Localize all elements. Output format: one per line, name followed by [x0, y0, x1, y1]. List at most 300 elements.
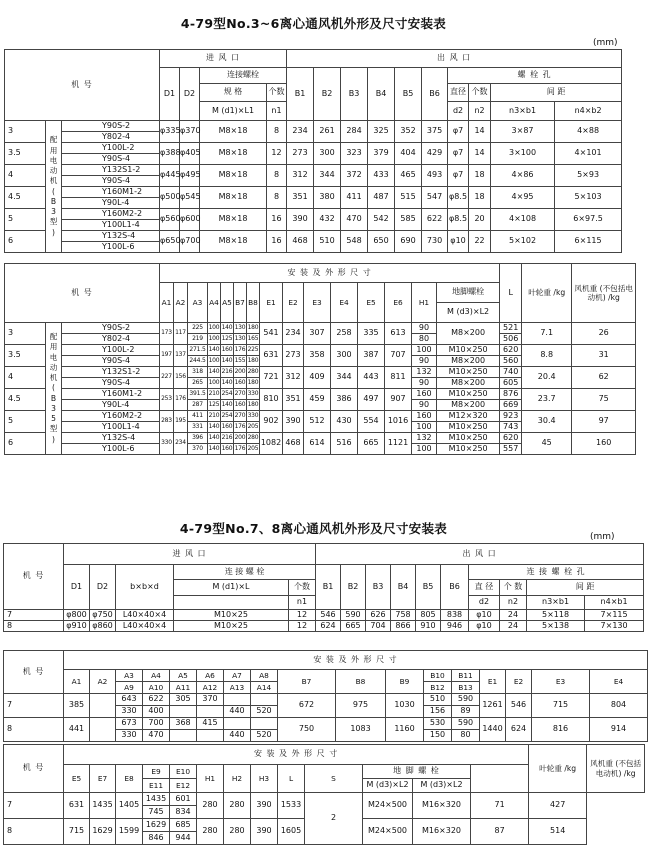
motor-model: Y100L-6 — [62, 444, 160, 455]
b5-value: 690 — [395, 231, 422, 253]
a1-header: A1 — [160, 283, 174, 323]
n1-value: 8 — [267, 187, 287, 209]
fan-number: 7 — [4, 694, 64, 718]
motor-model: Y90S-4 — [62, 356, 160, 367]
fan-weight-value: 26 — [572, 323, 636, 345]
fan-number: 8 — [4, 819, 64, 845]
count2-header: 个数 — [469, 84, 491, 102]
a3-value: 331 — [188, 422, 208, 433]
e1-value: 902 — [260, 411, 283, 433]
stacked-value: 配 — [49, 135, 58, 145]
a2-value: 117 — [174, 323, 188, 345]
d2-hole-value: φ7 — [448, 143, 469, 165]
stacked-value: ( — [52, 186, 55, 196]
a1-value: 330 — [160, 433, 174, 455]
b8-value: 975 — [336, 694, 386, 718]
d1-value: φ800 — [64, 610, 90, 621]
e3-value: 358 — [304, 345, 331, 367]
a2-value: 137 — [174, 345, 188, 367]
d2-small-header: d2 — [448, 102, 469, 121]
a2-value — [90, 718, 116, 742]
fan-weight-value: 31 — [572, 345, 636, 367]
b5-value: 585 — [395, 209, 422, 231]
e3-header: E3 — [304, 283, 331, 323]
motor-model: Y90L-4 — [62, 198, 160, 209]
b1-value: 351 — [287, 187, 314, 209]
fan-number: 4.5 — [5, 389, 46, 411]
d2-header: D2 — [180, 68, 200, 121]
n1-value: 16 — [267, 209, 287, 231]
t2-install-header: 安 装 及 外 形 尺 寸 — [64, 651, 648, 670]
stacked-value: ) — [52, 434, 55, 444]
t2-d2-small-header: d2 — [469, 596, 500, 610]
a-upper-value: 415 — [197, 718, 224, 730]
a3-value: 287 — [188, 400, 208, 411]
anchor-bolt-header: 地脚螺栓 — [437, 283, 500, 303]
n4b2-value: 6×115 — [555, 231, 622, 253]
a-lower-value: 330 — [116, 730, 143, 742]
table2-title: 4-79型No.7、8离心通风机外形及尺寸安装表 — [179, 521, 448, 536]
fan-number: 5 — [5, 209, 46, 231]
a4-value: 100 — [208, 323, 221, 334]
fan-number: 4 — [5, 165, 46, 187]
e1-value: 810 — [260, 389, 283, 411]
e8-value: 1599 — [116, 819, 143, 845]
table-row — [5, 231, 622, 242]
t2-e7-header: E7 — [90, 765, 116, 793]
fan-weight-value: 427 — [529, 793, 587, 819]
n4b1-value: 7×115 — [585, 610, 644, 621]
n4b2-value: 5×103 — [555, 187, 622, 209]
t2-a9-header: A9 — [116, 682, 143, 694]
b8-value: 280 — [247, 433, 260, 444]
a2-value — [90, 694, 116, 718]
d2-hole-value: φ10 — [448, 231, 469, 253]
fan-number: 7 — [4, 793, 64, 819]
l-value: 506 — [500, 334, 522, 345]
d2-hole-value: φ8.5 — [448, 187, 469, 209]
e6-value: 1016 — [385, 411, 412, 433]
b3-value: 626 — [366, 610, 391, 621]
fan-number: 3 — [5, 323, 46, 345]
impeller-weight-value: 87 — [471, 819, 529, 845]
b3-value: 470 — [341, 209, 368, 231]
stacked-value: 电 — [49, 352, 58, 362]
t2-h3-header: H3 — [251, 765, 278, 793]
t2-anchor-formula-1: M (d3)×L2 — [363, 779, 413, 793]
a3-value: 219 — [188, 334, 208, 345]
a2-value: 156 — [174, 367, 188, 389]
h1-value: 280 — [197, 793, 224, 819]
a-upper-value: 368 — [170, 718, 197, 730]
n3b1-value: 3×87 — [491, 121, 555, 143]
b8-value: 280 — [247, 367, 260, 378]
b5-value: 404 — [395, 143, 422, 165]
count-header: 个数 — [267, 84, 287, 102]
anchor-bolt-value: M10×250 — [437, 345, 500, 356]
h1-header: H1 — [412, 283, 437, 323]
e2-header: E2 — [283, 283, 304, 323]
e4-value: 344 — [331, 367, 358, 389]
t2-a12-header: A12 — [197, 682, 224, 694]
table-row — [5, 433, 636, 444]
a-upper-value: 305 — [170, 694, 197, 706]
b9-value: 1030 — [386, 694, 424, 718]
b2-value: 590 — [341, 610, 366, 621]
b7-value: 176 — [234, 345, 247, 356]
e1-value: 1440 — [480, 718, 506, 742]
b2-value: 432 — [314, 209, 341, 231]
jihao-header: 机 号 — [5, 50, 160, 121]
a-upper-value: 700 — [143, 718, 170, 730]
a5-header: A5 — [221, 283, 234, 323]
b7-value: 160 — [234, 400, 247, 411]
b2-value: 665 — [341, 621, 366, 632]
d2-hole-value: φ7 — [448, 121, 469, 143]
a1-value: 173 — [160, 323, 174, 345]
stacked-value: 机 — [49, 373, 58, 383]
t2-a11-header: A11 — [170, 682, 197, 694]
anchor-bolt-value: M10×250 — [437, 444, 500, 455]
b8-value: 1083 — [336, 718, 386, 742]
t2-e4-header: E4 — [590, 670, 648, 694]
table-row — [5, 411, 636, 422]
t2-e11-header: E11 — [143, 779, 170, 793]
motor-model: Y802-4 — [62, 334, 160, 345]
a4-value: 210 — [208, 389, 221, 400]
b1-value: 273 — [287, 143, 314, 165]
a1-value: 385 — [64, 694, 90, 718]
n2-value: 18 — [469, 165, 491, 187]
motor-model: Y132S1-2 — [62, 165, 160, 176]
outlet-header: 出 风 口 — [287, 50, 622, 68]
l-value: 923 — [500, 411, 522, 422]
l-value: 620 — [500, 345, 522, 356]
e4-value: 914 — [590, 718, 648, 742]
table-row — [4, 610, 644, 621]
stacked-value: 配 — [49, 332, 58, 342]
t2-a8-header: A8 — [251, 670, 278, 682]
t2-e9-header: E9 — [143, 765, 170, 779]
t2-h2-header: H2 — [224, 765, 251, 793]
b8-value: 330 — [247, 411, 260, 422]
b7-value: 155 — [234, 356, 247, 367]
e4-value: 516 — [331, 433, 358, 455]
n4b2-header: n4×b2 — [555, 102, 622, 121]
t2-b13-header: B13 — [452, 682, 480, 694]
bolt-hole-header: 螺 栓 孔 — [448, 68, 622, 84]
table2-unit: (mm) — [590, 532, 615, 542]
table-row — [4, 718, 648, 730]
e5-value: 554 — [358, 411, 385, 433]
h1-value: 80 — [412, 334, 437, 345]
b13-value: 89 — [452, 706, 480, 718]
b7-value: 160 — [234, 378, 247, 389]
t2-a5-header: A5 — [170, 670, 197, 682]
n1-header: n1 — [267, 102, 287, 121]
motor-model: Y100L-2 — [62, 143, 160, 154]
t2-b11-header: B11 — [452, 670, 480, 682]
stacked-value: ) — [52, 227, 55, 237]
a4-value: 140 — [208, 345, 221, 356]
b6-value: 730 — [422, 231, 448, 253]
t2-bolt-hole-header: 连 接 螺 栓 孔 — [469, 565, 644, 580]
motor-model: Y90L-4 — [62, 400, 160, 411]
l-value: 743 — [500, 422, 522, 433]
table-row — [5, 323, 636, 334]
n4b1-value: 7×130 — [585, 621, 644, 632]
e9-value: 1435 — [143, 793, 170, 806]
a4-value: 210 — [208, 411, 221, 422]
stacked-value: 电 — [49, 155, 58, 165]
b1-value: 234 — [287, 121, 314, 143]
a4-header: A4 — [208, 283, 221, 323]
motor-model: Y132S-4 — [62, 433, 160, 444]
table-row — [4, 621, 644, 632]
b6-value: 838 — [441, 610, 469, 621]
t2-install-header-2: 安 装 及 外 形 尺 寸 — [64, 745, 529, 765]
b6-value: 375 — [422, 121, 448, 143]
b4-value: 325 — [368, 121, 395, 143]
t2-anchor-bolt-header: 地 脚 螺 栓 — [363, 765, 471, 779]
motor-model: Y802-4 — [62, 132, 160, 143]
b4-value: 487 — [368, 187, 395, 209]
spec-value: M8×18 — [200, 165, 267, 187]
e5-value: 387 — [358, 345, 385, 367]
e2-value: 351 — [283, 389, 304, 411]
a-lower-value — [197, 730, 224, 742]
a3-value: 225 — [188, 323, 208, 334]
motor-model: Y90S-4 — [62, 176, 160, 187]
d2-value: φ750 — [90, 610, 116, 621]
t2-n4b1-header: n4×b1 — [585, 596, 644, 610]
b7-value: 750 — [278, 718, 336, 742]
a5-value: 140 — [221, 323, 234, 334]
stacked-value: 动 — [49, 166, 58, 175]
fan-number: 6 — [5, 231, 46, 253]
e8-value: 1405 — [116, 793, 143, 819]
b2-value: 380 — [314, 187, 341, 209]
table1-installation — [4, 263, 636, 455]
a1-value: 197 — [160, 345, 174, 367]
b6-value: 622 — [422, 209, 448, 231]
anchor-bolt-value: M8×200 — [437, 323, 500, 345]
e2-value: 273 — [283, 345, 304, 367]
b2-header: B2 — [314, 68, 341, 121]
d1-value: φ445 — [160, 165, 180, 187]
h1-value: 90 — [412, 378, 437, 389]
t2-bolt-header: 连 接 螺 栓 — [174, 565, 316, 580]
motor-label — [46, 323, 62, 455]
t2-e8-header: E8 — [116, 765, 143, 793]
b8-value: 225 — [247, 345, 260, 356]
t2-inlet-header: 进 风 口 — [64, 544, 316, 565]
b7-value: 672 — [278, 694, 336, 718]
d1-value: φ560 — [160, 209, 180, 231]
d2-hole-value: φ8.5 — [448, 209, 469, 231]
b8-value: 205 — [247, 444, 260, 455]
a3-value: 411 — [188, 411, 208, 422]
t2-b9-header: B9 — [386, 670, 424, 694]
n3b1-value: 3×100 — [491, 143, 555, 165]
n1-value: 12 — [289, 610, 316, 621]
d2-hole-value: φ10 — [469, 610, 500, 621]
e11-value: 846 — [143, 832, 170, 845]
t2-a1-header: A1 — [64, 670, 90, 694]
stacked-value: 3 — [51, 207, 56, 216]
a1-value: 283 — [160, 411, 174, 433]
t2-impeller-weight-header: 叶轮重 /kg — [529, 745, 587, 793]
table-row — [5, 345, 636, 356]
a2-value: 234 — [174, 433, 188, 455]
stacked-value: 型 — [49, 217, 58, 227]
b3-value: 323 — [341, 143, 368, 165]
t2-a4-header: A4 — [143, 670, 170, 682]
e5-value: 665 — [358, 433, 385, 455]
diameter-header: 直径 — [448, 84, 469, 102]
d2-hole-value: φ7 — [448, 165, 469, 187]
t2-e5-header: E5 — [64, 765, 90, 793]
b7-value: 270 — [234, 389, 247, 400]
d2-value: φ600 — [180, 209, 200, 231]
n2-value: 14 — [469, 143, 491, 165]
stacked-value: 动 — [49, 362, 58, 372]
b8-value: 180 — [247, 400, 260, 411]
e5-header: E5 — [358, 283, 385, 323]
b4-value: 433 — [368, 165, 395, 187]
b7-value: 176 — [234, 422, 247, 433]
b8-value: 330 — [247, 389, 260, 400]
anchor-bolt-value: M8×200 — [437, 356, 500, 367]
stacked-value: 用 — [49, 342, 58, 352]
fan-number: 8 — [4, 621, 64, 632]
a4-value: 140 — [208, 444, 221, 455]
t2-jihao-header: 机 号 — [4, 544, 64, 610]
e3-value: 816 — [532, 718, 590, 742]
e3-value: 307 — [304, 323, 331, 345]
t2-outlet-header: 出 风 口 — [316, 544, 644, 565]
b3-header: B3 — [341, 68, 368, 121]
stacked-value: 用 — [49, 145, 58, 155]
a3-header: A3 — [188, 283, 208, 323]
t2-b3-header: B3 — [366, 565, 391, 610]
spacing-header: 间 距 — [491, 84, 622, 102]
t2-a7-header: A7 — [224, 670, 251, 682]
e10-value: 685 — [170, 819, 197, 832]
a5-value: 140 — [221, 378, 234, 389]
h2-value: 280 — [224, 793, 251, 819]
stacked-value: ( — [52, 383, 55, 393]
motor-model: Y160M2-2 — [62, 411, 160, 422]
table1-unit: (mm) — [593, 38, 618, 48]
e6-value: 707 — [385, 345, 412, 367]
spec-value: M10×25 — [174, 621, 289, 632]
a-lower-value: 520 — [251, 706, 278, 718]
anchor-bolt-value-1: M24×500 — [363, 819, 413, 845]
table-row — [5, 121, 622, 132]
e7-value: 1629 — [90, 819, 116, 845]
a-lower-value: 440 — [224, 706, 251, 718]
t2-n2-header: n2 — [500, 596, 527, 610]
a5-value: 140 — [221, 356, 234, 367]
b8-value: 180 — [247, 378, 260, 389]
t2-d2-header: D2 — [90, 565, 116, 610]
n3b1-value: 5×102 — [491, 231, 555, 253]
b2-value: 510 — [314, 231, 341, 253]
e5-value: 335 — [358, 323, 385, 345]
t2-e1-header: E1 — [480, 670, 506, 694]
l-value: 605 — [500, 378, 522, 389]
b12-value: 150 — [424, 730, 452, 742]
t2-e12-header: E12 — [170, 779, 197, 793]
e1-header: E1 — [260, 283, 283, 323]
t2-diameter-header: 直 径 — [469, 580, 500, 596]
impeller-weight-value: 7.1 — [522, 323, 572, 345]
t2-a14-header: A14 — [251, 682, 278, 694]
e4-value: 386 — [331, 389, 358, 411]
b1-value: 312 — [287, 165, 314, 187]
table-row — [4, 694, 648, 706]
anchor-bolt-value-2: M16×320 — [413, 819, 471, 845]
table-row — [5, 187, 622, 198]
t2-spec-formula: M (d1)×L — [174, 580, 289, 596]
h1-value: 100 — [412, 345, 437, 356]
t2-bbd-header: b×b×d — [116, 565, 174, 610]
e2-value: 624 — [506, 718, 532, 742]
motor-label — [46, 121, 62, 253]
b7-value: 200 — [234, 367, 247, 378]
t2-blank-cell — [174, 596, 289, 610]
b5-value: 805 — [416, 610, 441, 621]
e1-value: 1082 — [260, 433, 283, 455]
a4-value: 140 — [208, 433, 221, 444]
a5-value: 216 — [221, 367, 234, 378]
n4b2-value: 6×97.5 — [555, 209, 622, 231]
a2-value: 176 — [174, 389, 188, 411]
b2-value: 300 — [314, 143, 341, 165]
a4-value: 140 — [208, 422, 221, 433]
t2-jihao-header-3: 机 号 — [4, 745, 64, 793]
a-upper-value — [224, 718, 251, 730]
n1-value: 12 — [267, 143, 287, 165]
e12-value: 834 — [170, 806, 197, 819]
spec-value: M8×18 — [200, 121, 267, 143]
a5-value: 160 — [221, 345, 234, 356]
b4-header: B4 — [368, 68, 395, 121]
motor-model: Y132S1-2 — [62, 367, 160, 378]
fan-weight-value: 62 — [572, 367, 636, 389]
l-value: 557 — [500, 444, 522, 455]
inlet-header: 进 风 口 — [160, 50, 287, 68]
e3-value: 459 — [304, 389, 331, 411]
e2-value: 390 — [283, 411, 304, 433]
h1-value: 90 — [412, 400, 437, 411]
b3-value: 372 — [341, 165, 368, 187]
s-value: 2 — [305, 793, 363, 845]
d1-value: φ910 — [64, 621, 90, 632]
e1-value: 1261 — [480, 694, 506, 718]
t2-s-header: S — [305, 765, 363, 793]
h1-value: 100 — [412, 444, 437, 455]
stacked-value: B — [50, 196, 57, 206]
n3b1-value: 4×108 — [491, 209, 555, 231]
table2-installation-2 — [3, 744, 645, 845]
motor-model: Y160M1-2 — [62, 187, 160, 198]
fan-weight-value: 160 — [572, 433, 636, 455]
b7-value: 270 — [234, 411, 247, 422]
e5-value: 443 — [358, 367, 385, 389]
spec-value: M10×25 — [174, 610, 289, 621]
